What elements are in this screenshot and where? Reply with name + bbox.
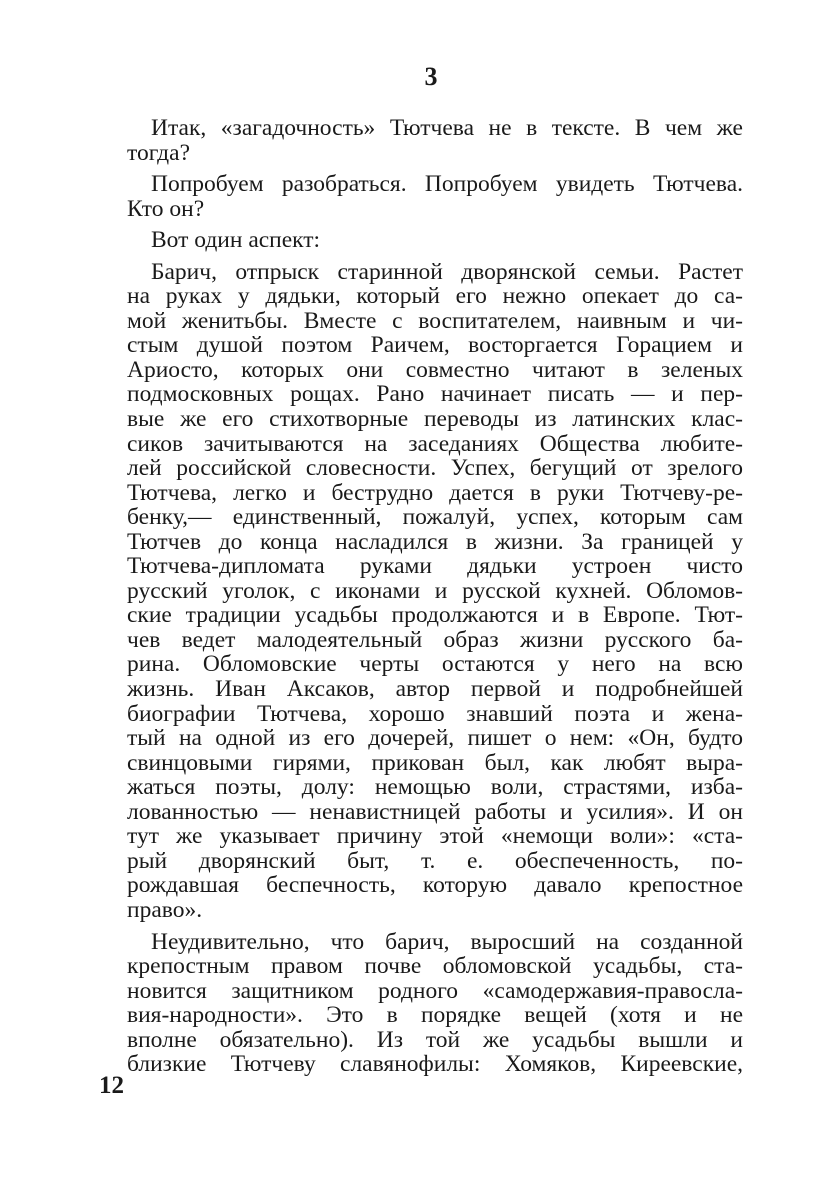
- text-line: Итак, «загадочность» Тютчева не в тексте. В чем же: [151, 115, 743, 141]
- text-line: Барич, отпрыск старинной дворянской семьи. Растет: [151, 258, 743, 285]
- paragraph-2: [103, 172, 743, 221]
- paragraph-5: [103, 930, 743, 1077]
- text-line: новится защитником родного «самодержавия-правосла-: [127, 977, 743, 1004]
- text-line: жизнь. Иван Аксаков, автор первой и подробнейшей: [127, 676, 743, 703]
- text-line: сиков зачитываются на заседаниях Общества любите-: [127, 430, 743, 457]
- text-line: Кто он?: [127, 195, 205, 222]
- paragraph-1: [103, 116, 743, 165]
- text-line: рина. Обломовские черты остаются у него на всю: [127, 651, 743, 678]
- text-line: близкие Тютчеву славянофилы: Хомяков, Киреевские,: [127, 1051, 743, 1078]
- text-line: свинцовыми гирями, прикован был, как любят выра-: [127, 749, 743, 776]
- text-line: вия-народности». Это в порядке вещей (хотя и не: [127, 1002, 743, 1029]
- text-line: тут же указывает причину этой «немощи воли»: «ста-: [127, 823, 743, 850]
- text-line: бенку,— единственный, пожалуй, успех, которым сам: [127, 504, 743, 531]
- text-line: русский уголок, с иконами и русской кухней. Обломов-: [127, 577, 743, 604]
- text-line: ские традиции усадьбы продолжаются и в Европе. Тют-: [127, 602, 743, 629]
- text-line: право».: [127, 896, 203, 923]
- text-line: Тютчева, легко и беструдно дается в руки Тютчеву-ре-: [127, 479, 743, 506]
- text-line: рождавшая беспечность, которую давало крепостное: [127, 872, 743, 899]
- text-line: крепостным правом почве обломовской усадьбы, ста-: [127, 953, 743, 980]
- text-line: Неудивительно, что барич, выросший на созданной: [151, 928, 743, 955]
- text-line: биографии Тютчева, хорошо знавший поэта и жена-: [127, 700, 743, 727]
- paragraph-4: [103, 260, 743, 923]
- text-line: вполне обязательно). Из той же усадьбы вышли и: [127, 1026, 743, 1053]
- text-line: Вот один аспект:: [151, 227, 321, 254]
- text-line: чев ведет малодеятельный образ жизни русского ба-: [127, 626, 743, 653]
- text-line: подмосковных рощах. Рано начинает писать — и пер-: [127, 381, 743, 408]
- text-line: Ариосто, которых они совместно читают в зеленых: [127, 356, 743, 383]
- text-line: жаться поэты, долу: немощью воли, страстями, изба-: [127, 774, 743, 801]
- text-line: рый дворянский быт, т. е. обеспеченность, по-: [127, 847, 743, 874]
- text-line: лованностью — ненавистницей работы и усилия». И он: [127, 798, 743, 825]
- text-line: Тютчева-дипломата руками дядьки устроен чисто: [127, 553, 743, 580]
- text-line: лей российской словесности. Успех, бегущий от зрелого: [127, 455, 743, 482]
- body-text: [103, 116, 743, 1077]
- text-line: тогда?: [127, 139, 190, 166]
- paragraph-3: [103, 228, 743, 253]
- page-number: 12: [99, 1072, 124, 1099]
- text-line: вые же его стихотворные переводы из латинских клас-: [127, 406, 743, 433]
- text-line: Тютчев до конца насладился в жизни. За границей у: [127, 528, 743, 555]
- text-line: стым душой поэтом Раичем, восторгается Горацием и: [127, 332, 743, 359]
- text-line: мой женитьбы. Вместе с воспитателем, наивным и чи-: [127, 307, 743, 334]
- section-number: 3: [424, 62, 438, 91]
- text-line: Попробуем разобраться. Попробуем увидеть Тютчева.: [151, 171, 743, 198]
- text-line: тый на одной из его дочерей, пишет о нем: «Он, будто: [127, 725, 743, 752]
- text-line: на руках у дядьки, который его нежно опекает до са-: [127, 283, 743, 310]
